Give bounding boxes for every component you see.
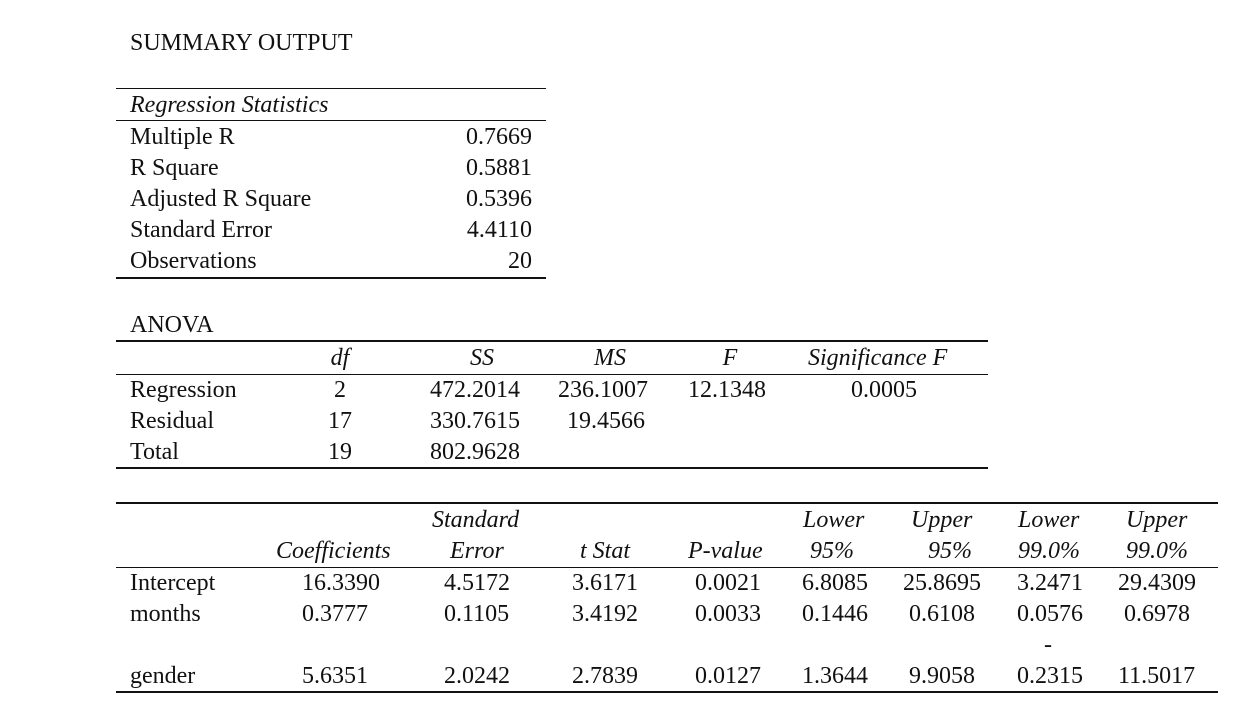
coef-header-upper99-line1: Upper (1126, 507, 1188, 533)
anova-f: 12.1348 (688, 377, 766, 403)
coef-standard-error: 4.5172 (444, 570, 510, 596)
anova-ms: 19.4566 (567, 408, 645, 434)
table-rule-bottom (116, 691, 1218, 693)
table-rule-top (116, 502, 1218, 504)
coef-lower-99: 3.2471 (1017, 570, 1083, 596)
coef-lower-95: 6.8085 (802, 570, 868, 596)
coef-header-lower99-line2: 99.0% (1018, 538, 1080, 564)
coef-header-t-stat: t Stat (580, 538, 631, 564)
coef-p-value: 0.0127 (695, 663, 761, 689)
coef-value: 16.3390 (302, 570, 380, 596)
stat-label: R Square (130, 155, 219, 181)
anova-df: 17 (328, 408, 352, 434)
anova-row-label: Residual (130, 408, 214, 434)
coef-t-stat: 2.7839 (572, 663, 638, 689)
anova-ss: 330.7615 (430, 408, 520, 434)
coef-lower-99-sign: - (1044, 632, 1052, 658)
stat-value: 0.5396 (466, 186, 532, 212)
coef-row-label: gender (130, 663, 196, 689)
table-rule-header (116, 120, 546, 121)
coef-upper-99: 0.6978 (1124, 601, 1190, 627)
coef-header-p-value: P-value (688, 538, 763, 564)
stat-label: Observations (130, 248, 257, 274)
coef-header-lower99-line1: Lower (1018, 507, 1080, 533)
coef-lower-95: 0.1446 (802, 601, 868, 627)
coef-upper-99: 11.5017 (1118, 663, 1196, 689)
coef-upper-95: 25.8695 (903, 570, 981, 596)
anova-df: 2 (334, 377, 346, 403)
anova-header-ms: MS (594, 345, 626, 371)
coef-p-value: 0.0033 (695, 601, 761, 627)
coef-header-upper95-line1: Upper (911, 507, 973, 533)
stat-value: 20 (508, 248, 532, 274)
coef-lower-99: 0.0576 (1017, 601, 1083, 627)
stat-value: 0.7669 (466, 124, 532, 150)
coef-value: 5.6351 (302, 663, 368, 689)
coef-upper-95: 9.9058 (909, 663, 975, 689)
anova-row-label: Total (130, 439, 179, 465)
coef-upper-95: 0.6108 (909, 601, 975, 627)
anova-ms: 236.1007 (558, 377, 648, 403)
coef-header-se-line1: Standard (432, 507, 520, 533)
coef-p-value: 0.0021 (695, 570, 761, 596)
anova-df: 19 (328, 439, 352, 465)
coef-t-stat: 3.4192 (572, 601, 638, 627)
table-rule-top (116, 88, 546, 89)
coef-row-label: months (130, 601, 201, 627)
coef-header-se-line2: Error (450, 538, 504, 564)
anova-ss: 802.9628 (430, 439, 520, 465)
coef-row-label: Intercept (130, 570, 216, 596)
coef-standard-error: 0.1105 (444, 601, 510, 627)
anova-header-f: F (722, 345, 738, 371)
anova-significance-f: 0.0005 (851, 377, 917, 403)
coef-t-stat: 3.6171 (572, 570, 638, 596)
table-rule-bottom (116, 277, 546, 279)
stat-label: Adjusted R Square (130, 186, 312, 212)
coef-standard-error: 2.0242 (444, 663, 510, 689)
coef-header-upper95-line2: 95% (928, 538, 972, 564)
table-rule-bottom (116, 467, 988, 469)
anova-title: ANOVA (130, 312, 214, 338)
anova-header-significance-f: Significance F (808, 345, 948, 371)
coef-header-lower95-line2: 95% (810, 538, 854, 564)
anova-ss: 472.2014 (430, 377, 520, 403)
coef-header-lower95-line1: Lower (803, 507, 865, 533)
anova-header-df: df (330, 345, 350, 371)
table-rule-top (116, 340, 988, 342)
anova-row-label: Regression (130, 377, 237, 403)
coef-upper-99: 29.4309 (1118, 570, 1196, 596)
coef-value: 0.3777 (302, 601, 368, 627)
coef-lower-99: 0.2315 (1017, 663, 1083, 689)
stat-label: Multiple R (130, 124, 235, 150)
coef-lower-95: 1.3644 (802, 663, 868, 689)
coef-header-upper99-line2: 99.0% (1126, 538, 1188, 564)
page-title: SUMMARY OUTPUT (130, 30, 353, 56)
coef-header-coefficients: Coefficients (276, 538, 391, 564)
regression-statistics-header: Regression Statistics (130, 92, 329, 118)
stat-value: 0.5881 (466, 155, 532, 181)
stat-label: Standard Error (130, 217, 272, 243)
stat-value: 4.4110 (466, 217, 532, 243)
anova-header-ss: SS (470, 345, 494, 371)
